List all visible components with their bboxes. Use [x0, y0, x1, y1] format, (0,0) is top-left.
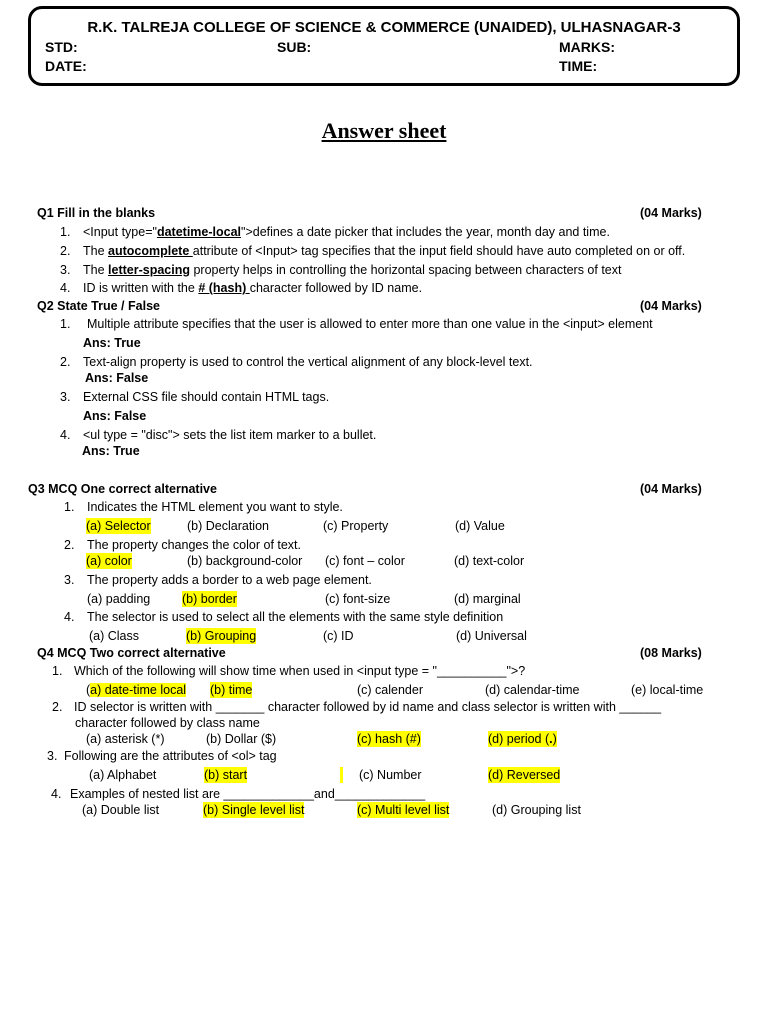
college-name: R.K. TALREJA COLLEGE OF SCIENCE & COMMERCE (UNAIDED), ULHASNAGAR-3: [87, 19, 681, 36]
q2-item-number: 1.: [60, 317, 71, 331]
q4-item-text: Which of the following will show time when used in <input type = "__________">?: [74, 664, 526, 678]
q3-marks: (04 Marks): [640, 482, 702, 496]
option: (a) Class: [89, 629, 140, 643]
option: (c) Property: [323, 519, 389, 533]
answer-text: datetime-local: [156, 225, 242, 239]
question-text: The: [83, 263, 109, 277]
q3-item-number: 3.: [64, 573, 75, 587]
q4-item-text: Following are the attributes of <ol> tag: [64, 749, 277, 763]
option-paren: (: [86, 683, 91, 697]
q2-item-number: 3.: [60, 390, 71, 404]
option: (d) Grouping list: [492, 803, 581, 817]
answer-text: # (hash): [198, 281, 250, 295]
option-correct: (b) border: [182, 592, 237, 606]
option: (a) Alphabet: [89, 768, 157, 782]
q3-item-text: The property changes the color of text.: [87, 538, 302, 552]
q2-item-text: <ul type = "disc"> sets the list item marker to a bullet.: [83, 428, 377, 442]
option-correct: (a) Selector: [86, 519, 151, 533]
question-text: The: [83, 244, 109, 258]
q1-item-number: 2.: [60, 244, 71, 258]
date-label: DATE:: [45, 58, 87, 74]
q4-heading: Q4 MCQ Two correct alternative: [37, 646, 226, 660]
option: (a) padding: [87, 592, 151, 606]
option: (d) calendar-time: [485, 683, 580, 697]
q4-item-number: 4.: [51, 787, 62, 801]
option: (b) Declaration: [187, 519, 269, 533]
option-correct: (b) Grouping: [186, 629, 257, 643]
q3-item-number: 2.: [64, 538, 75, 552]
option-text: (d) period (: [488, 732, 550, 746]
q3-heading: Q3 MCQ One correct alternative: [28, 482, 217, 496]
q4-item-text-cont: character followed by class name: [75, 716, 260, 730]
q3-item-number: 1.: [64, 500, 75, 514]
option-correct: (c) hash (#): [357, 732, 421, 746]
q1-item-1: [83, 224, 610, 240]
q3-item-text: Indicates the HTML element you want to style.: [87, 500, 343, 514]
question-text: property helps in controlling the horizontal spacing between characters of text: [189, 263, 622, 277]
option-text: ): [552, 732, 557, 746]
option: (d) text-color: [454, 554, 525, 568]
option-correct: (c) Multi level list: [357, 803, 450, 817]
q2-answer: Ans: True: [82, 444, 140, 458]
q2-item-text: External CSS file should contain HTML tags.: [83, 390, 330, 404]
q1-item-number: 3.: [60, 263, 71, 277]
option-correct: (d) Reversed: [488, 768, 561, 782]
q2-item-text: Multiple attribute specifies that the user is allowed to enter more than one value in the <input> element: [87, 317, 653, 331]
page-title: Answer sheet: [321, 118, 447, 143]
option: (a) asterisk (*): [86, 732, 165, 746]
q4-marks: (08 Marks): [640, 646, 702, 660]
option: (c) font – color: [325, 554, 405, 568]
question-text: ">defines a date picker that includes the year, month day and time.: [241, 225, 610, 239]
option: (a) Double list: [82, 803, 160, 817]
option-text: a) date-time local: [90, 683, 187, 697]
q1-marks: (04 Marks): [640, 206, 702, 220]
q4-item-text: ID selector is written with _______ character followed by id name and class selector is written with ______: [74, 700, 662, 714]
q2-item-number: 2.: [60, 355, 71, 369]
q4-item-number: 2.: [52, 700, 63, 714]
option-correct: (b) time: [210, 683, 253, 697]
q2-answer: Ans: True: [83, 336, 141, 350]
question-text: <Input type=": [83, 225, 157, 239]
option-correct: (b) start: [204, 768, 248, 782]
answer-text: autocomplete: [108, 244, 193, 258]
option: (c) Number: [359, 768, 422, 782]
marks-label: MARKS:: [559, 39, 615, 55]
q2-marks: (04 Marks): [640, 299, 702, 313]
option-text: .: [549, 732, 553, 746]
q1-item-4: [83, 280, 422, 296]
sub-label: SUB:: [277, 39, 312, 55]
header-box: [28, 6, 740, 86]
q2-answer: Ans: False: [83, 409, 147, 423]
q2-heading: Q2 State True / False: [37, 299, 160, 313]
option: (c) calender: [357, 683, 423, 697]
question-text: attribute of <Input> tag specifies that the input field should have auto completed on or off.: [192, 244, 686, 258]
q2-answer: Ans: False: [85, 371, 149, 385]
q3-item-text: The property adds a border to a web page element.: [87, 573, 372, 587]
option: (c) ID: [323, 629, 354, 643]
q1-item-number: 1.: [60, 225, 71, 239]
q4-item-number: 3.: [47, 749, 58, 763]
option-correct: [488, 731, 557, 747]
option: (d) Universal: [456, 629, 527, 643]
q1-item-2: [83, 243, 685, 259]
q1-heading: Q1 Fill in the blanks: [37, 206, 156, 220]
q4-item-text: Examples of nested list are _____________and_____________: [70, 787, 426, 801]
highlight-mark: [340, 767, 343, 783]
option: (b) Dollar ($): [206, 732, 277, 746]
q1-item-3: [83, 262, 621, 278]
time-label: TIME:: [559, 58, 598, 74]
std-label: STD:: [45, 39, 78, 55]
option: (b) background-color: [187, 554, 303, 568]
option: (d) Value: [455, 519, 505, 533]
option-correct: (a) color: [86, 554, 132, 568]
q2-item-number: 4.: [60, 428, 71, 442]
question-text: character followed by ID name.: [249, 281, 423, 295]
option-correct: [86, 682, 186, 698]
option: (c) font-size: [325, 592, 391, 606]
option-correct: (b) Single level list: [203, 803, 305, 817]
q4-item-number: 1.: [52, 664, 63, 678]
q3-item-text: The selector is used to select all the elements with the same style definition: [87, 610, 504, 624]
answer-text: letter-spacing: [108, 263, 190, 277]
q1-item-number: 4.: [60, 281, 71, 295]
question-text: ID is written with the: [83, 281, 199, 295]
option: (e) local-time: [631, 683, 704, 697]
option: (d) marginal: [454, 592, 521, 606]
q2-item-text: Text-align property is used to control the vertical alignment of any block-level text.: [83, 355, 533, 369]
q3-item-number: 4.: [64, 610, 75, 624]
